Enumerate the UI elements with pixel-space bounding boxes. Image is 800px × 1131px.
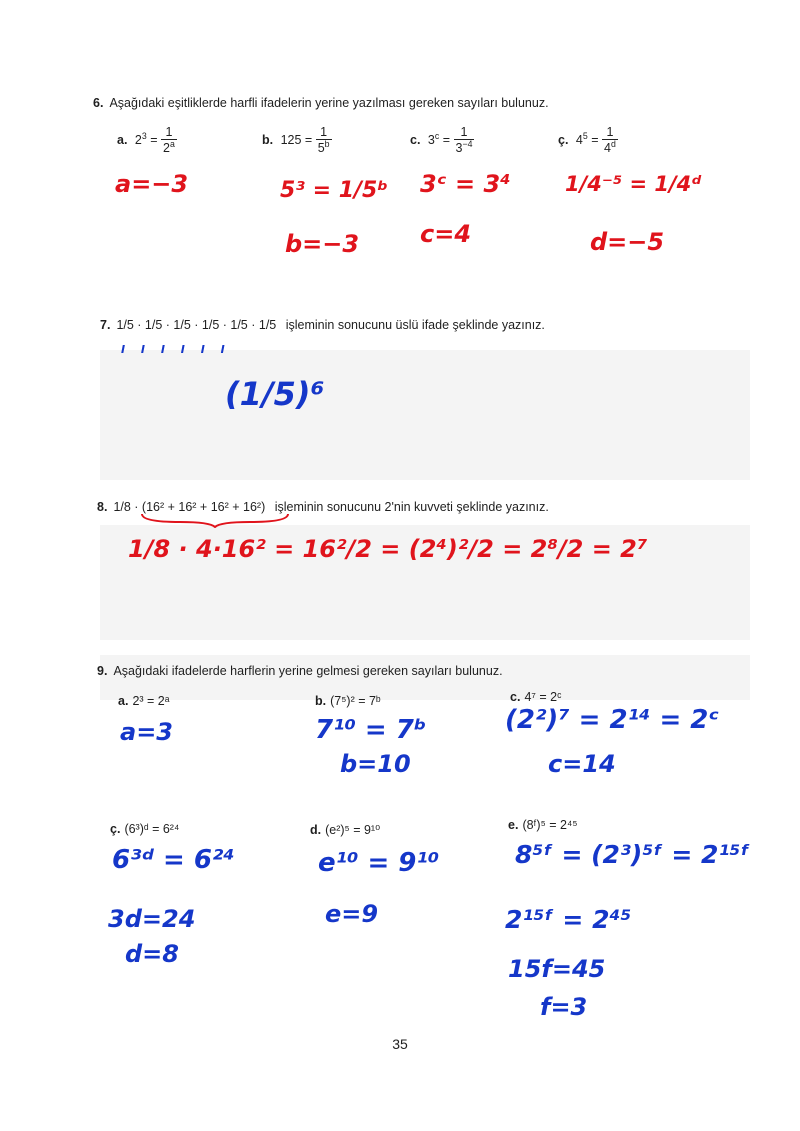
q9-item-d [310, 822, 380, 837]
q6-item-c: c. $3^c$ = $\frac{1}{3^{-4}}$ [410, 125, 473, 156]
handwritten-answer: d=8 [125, 940, 179, 968]
handwritten-step: 2¹⁵ᶠ = 2⁴⁵ [505, 905, 632, 934]
question-text: Aşağıdaki ifadelerde harflerin yerine gelmesi gereken sayıları bulunuz. [113, 664, 503, 678]
handwritten-answer: a=−3 [115, 170, 189, 198]
item-label: a. [118, 694, 129, 708]
item-label: a. [117, 133, 128, 147]
question-number: 9. [97, 664, 108, 678]
answer-band-q7 [100, 350, 750, 480]
handwritten-work: 6³ᵈ = 6²⁴ [112, 845, 235, 875]
expression: 1/8 · (16² + 16² + 16² + 16²) [113, 500, 266, 514]
question-text: Aşağıdaki eşitliklerde harfli ifadelerin yerine yazılması gereken sayıları bulunuz. [109, 96, 549, 110]
handwritten-answer: d=−5 [590, 228, 665, 256]
item-label: b. [262, 133, 274, 147]
page-number: 35 [392, 1036, 408, 1052]
q9-item-e [508, 818, 578, 832]
expression: (6³)ᵈ = 6²⁴ [124, 822, 180, 836]
q9-item-cc [110, 822, 179, 836]
expression: 2³ = 2ᵃ [132, 694, 170, 708]
question-9 [97, 664, 503, 678]
fraction: $\frac{1}{2^a}$ [163, 125, 175, 156]
q9-item-b [315, 694, 381, 708]
question-number: 7. [100, 318, 111, 332]
question-text: işleminin sonucunu üslü ifade şeklinde yazınız. [285, 318, 545, 332]
handwritten-work: 8⁵ᶠ = (2³)⁵ᶠ = 2¹⁵ᶠ [515, 840, 750, 869]
exponent: 5 [582, 130, 588, 141]
q9-item-a [118, 694, 169, 708]
exponent: c [434, 130, 440, 141]
q6-item-b [262, 126, 332, 155]
handwritten-answer: c=14 [548, 750, 616, 778]
lhs: 125 = [280, 133, 313, 147]
handwritten-step: 15f=45 [508, 955, 606, 983]
expression: (e²)⁵ = 9¹⁰ [325, 823, 381, 837]
handwritten-answer: a=3 [120, 718, 174, 746]
handwritten-answer: b=−3 [285, 230, 360, 258]
handwritten-answer: (1/5)⁶ [225, 375, 325, 413]
question-number: 8. [97, 500, 108, 514]
fraction: $\frac{1}{5^b}$ [317, 125, 330, 156]
handwritten-answer: c=4 [420, 220, 472, 248]
item-label: ç. [110, 822, 121, 836]
item-label: ç. [558, 133, 569, 147]
item-label: c. [510, 690, 521, 704]
question-text: işleminin sonucunu 2'nin kuvveti şeklinde yazınız. [274, 500, 549, 514]
item-label: d. [310, 823, 322, 837]
item-label: c. [410, 133, 421, 147]
fraction: $\frac{1}{4^d}$ [604, 125, 616, 156]
q6-item-a: a. $2^3$ = $\frac{1}{2^a}$ [117, 125, 175, 156]
question-6 [93, 96, 549, 110]
handwritten-work: (2²)⁷ = 2¹⁴ = 2ᶜ [505, 705, 720, 735]
handwritten-work: 1/4⁻⁵ = 1/4ᵈ [565, 172, 702, 196]
expression: (7⁵)² = 7ᵇ [330, 694, 381, 708]
base: 3 [427, 133, 435, 147]
handwritten-work: 3ᶜ = 3⁴ [420, 170, 511, 198]
q6-item-cc: ç. $4^5$ = $\frac{1}{4^d}$ [558, 125, 616, 156]
expression: (8ᶠ)⁵ = 2⁴⁵ [522, 818, 578, 832]
base: 2 [134, 133, 142, 147]
handwritten-work: e¹⁰ = 9¹⁰ [318, 848, 440, 878]
handwritten-answer: b=10 [340, 750, 411, 778]
base: 4 [575, 133, 583, 147]
question-number: 6. [93, 96, 104, 110]
expression: 4⁷ = 2ᶜ [524, 690, 562, 704]
handwritten-answer: e=9 [325, 900, 379, 928]
fraction: $\frac{1}{3^{-4}}$ [455, 125, 473, 156]
handwritten-work: 7¹⁰ = 7ᵇ [315, 715, 427, 745]
handwritten-work: 1/8 · 4·16² = 16²/2 = (2⁴)²/2 = 2⁸/2 = 2⁷ [128, 535, 648, 563]
brace-mark [140, 512, 290, 528]
question-7 [100, 318, 545, 332]
item-label: b. [315, 694, 327, 708]
item-label: e. [508, 818, 519, 832]
q9-item-c [510, 690, 562, 704]
handwritten-ticks: I I I I I I [121, 343, 231, 356]
exponent: 3 [141, 130, 147, 141]
handwritten-work: 5³ = 1/5ᵇ [280, 178, 388, 203]
handwritten-step: 3d=24 [108, 905, 196, 933]
handwritten-answer: f=3 [540, 993, 588, 1021]
product-expression: 1/5 · 1/5 · 1/5 · 1/5 · 1/5 · 1/5 [116, 318, 277, 332]
